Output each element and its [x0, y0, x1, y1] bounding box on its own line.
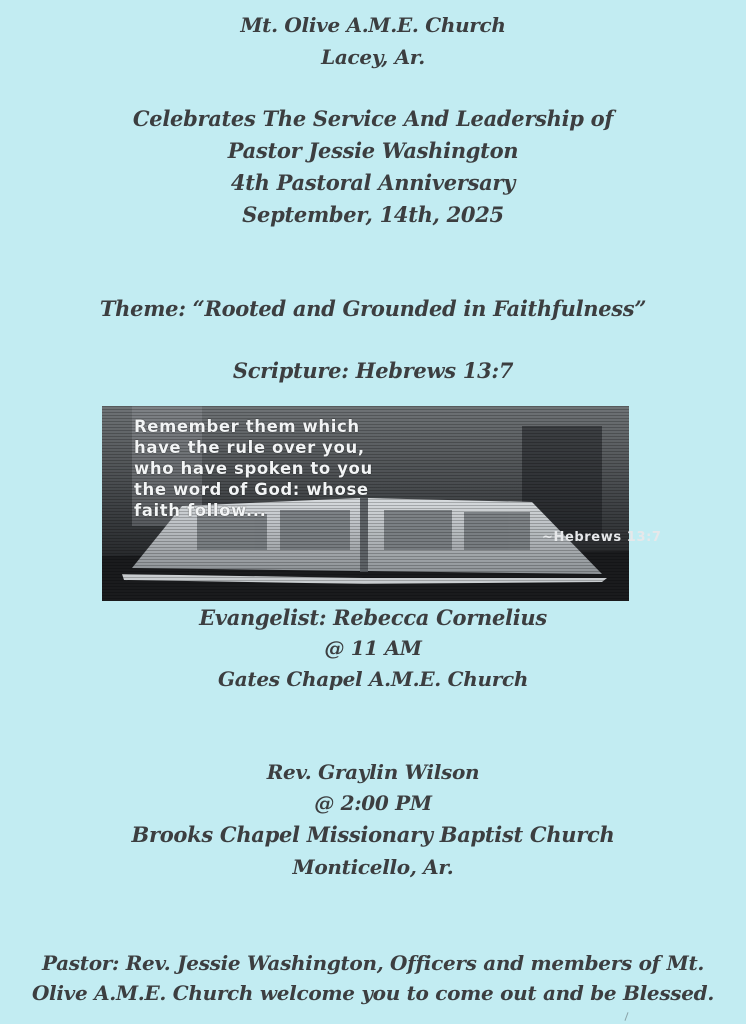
pastor-name: Pastor Jessie Washington [227, 138, 519, 163]
morning-speaker: Evangelist: Rebecca Cornelius [199, 605, 547, 630]
closing-line: Pastor: Rev. Jessie Washington, Officers and members of Mt. [41, 951, 705, 975]
scripture-quote-line: the word of God: whose [134, 480, 369, 499]
morning-time: @ 11 AM [324, 636, 422, 660]
afternoon-time: @ 2:00 PM [314, 791, 432, 815]
scripture-image [102, 406, 662, 601]
scripture: Scripture: Hebrews 13:7 [232, 358, 514, 383]
scripture-quote-line: Remember them which [134, 417, 360, 436]
scripture-reference: ~Hebrews 13:7 [542, 530, 662, 545]
afternoon-location: Monticello, Ar. [292, 855, 454, 879]
scripture-quote-line: have the rule over you, [134, 438, 365, 457]
anniversary-title: 4th Pastoral Anniversary [230, 170, 516, 195]
morning-church: Gates Chapel A.M.E. Church [217, 667, 529, 691]
event-date: September, 14th, 2025 [242, 202, 504, 227]
closing-line: Olive A.M.E. Church welcome you to come out and be Blessed. [31, 981, 715, 1005]
scripture-quote [134, 416, 373, 521]
celebration-line: Celebrates The Service And Leadership of [132, 106, 614, 131]
scan-mark [624, 1012, 628, 1021]
afternoon-church: Brooks Chapel Missionary Baptist Church [131, 822, 615, 847]
afternoon-speaker: Rev. Graylin Wilson [266, 760, 480, 784]
church-name: Mt. Olive A.M.E. Church [240, 13, 506, 37]
church-location: Lacey, Ar. [321, 45, 425, 69]
scripture-quote-line: faith follow... [134, 501, 267, 520]
scripture-quote-line: who have spoken to you [134, 459, 373, 478]
theme: Theme: “Rooted and Grounded in Faithfulness” [99, 296, 647, 321]
